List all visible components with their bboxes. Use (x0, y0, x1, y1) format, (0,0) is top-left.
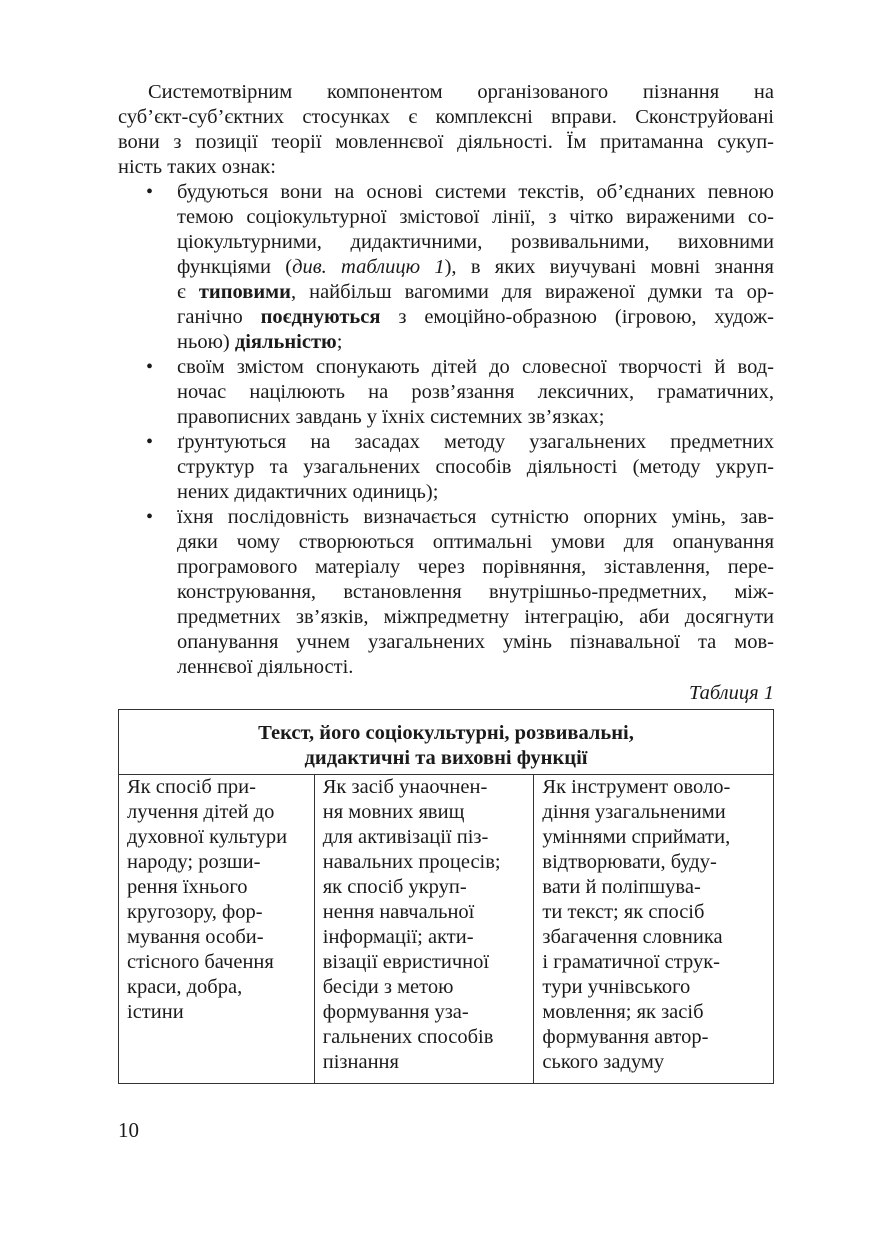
bold-term: типовими (198, 281, 291, 303)
table-caption: Таблиця 1 (688, 682, 774, 704)
bullet-item (118, 505, 774, 680)
text-line: структур та узагальнених способів діяльності (методу укруп- (177, 456, 774, 478)
text-line: правописних завдань у їхніх системних зв’язках; (177, 406, 605, 428)
cell-line: формування уза- (322, 1001, 469, 1023)
cell-line: візації евристичної (322, 951, 490, 973)
page-content (118, 80, 774, 1084)
text-line: ночас націлюють на розв’язання лексичних, граматичних, (177, 381, 774, 403)
page-number: 10 (118, 1118, 139, 1142)
cell-line: народу; розши- (127, 851, 261, 873)
cell-line: діння узагальненими (542, 801, 726, 823)
header-line: дидактичні та виховні функції (304, 747, 588, 769)
cell-line: істини (127, 1001, 184, 1023)
cell-line: Як інструмент оволо- (542, 776, 731, 798)
cell-line: і граматичної струк- (542, 951, 721, 973)
text-line: програмового матеріалу через порівняння, зіставлення, пере- (177, 556, 774, 578)
cell-line: краси, добра, (127, 976, 243, 998)
cell-line: мовлення; як засіб (542, 1001, 704, 1023)
text-line: ньою) діяльністю; (177, 331, 343, 353)
text-line: ціокультурними, дидактичними, розвивальними, виховними (177, 231, 774, 253)
table-header-row (119, 710, 774, 775)
table-cell-col2 (314, 775, 534, 1084)
text-line: їхня послідовність визначається сутністю опорних умінь, зав- (177, 506, 774, 528)
text-line: нених дидактичних одиниць); (177, 481, 439, 503)
text-line: ганічно поєднуються з емоційно-образною (ігровою, худож- (177, 306, 774, 328)
text-line: конструювання, встановлення внутрішньо-предметних, між- (177, 581, 774, 603)
text-line: Системотвірним компонентом організованого пізнання на (148, 81, 774, 103)
text-line: дяки чому створюються оптимальні умови для опанування (177, 531, 774, 553)
table-row (119, 775, 774, 1084)
text-line: опанування учнем узагальнених умінь пізнавальної та мов- (177, 631, 774, 653)
header-line: Текст, його соціокультурні, розвивальні, (258, 722, 634, 744)
cell-line: формування автор- (542, 1026, 709, 1048)
cell-line: ського задуму (542, 1051, 665, 1073)
text-line: вони з позиції теорії мовленнєвої діяльності. Їм притаманна сукуп- (118, 131, 774, 153)
table-cell-col3 (534, 775, 774, 1084)
cell-line: тури учнівського (542, 976, 691, 998)
text-line: леннєвої діяльності. (177, 656, 354, 678)
cell-line: навальних процесів; (322, 851, 501, 873)
cell-line: духовної культури (127, 826, 288, 848)
cell-line: ти текст; як спосіб (542, 901, 705, 923)
cell-line: інформації; акти- (322, 926, 474, 948)
cell-line: пізнання (322, 1051, 399, 1073)
cell-line: рення їхнього (127, 876, 248, 898)
text-line: є типовими, найбільш вагомими для вираженої думки та ор- (177, 281, 774, 303)
bullet-item (118, 430, 774, 505)
cell-line: як спосіб укруп- (322, 876, 467, 898)
text-line: функціями (див. таблицю 1), в яких виучувані мовні знання (177, 256, 774, 278)
bullet-icon: • (146, 506, 154, 528)
text-line: предметних зв’язків, міжпредметну інтеграцію, аби досягнути (177, 606, 774, 628)
cell-line: для активізації піз- (322, 826, 489, 848)
cell-line: збагачення словника (542, 926, 723, 948)
cell-line: Як спосіб при- (127, 776, 256, 798)
text-line: будуються вони на основі системи текстів, об’єднаних певною (177, 181, 774, 203)
cell-line: ня мовних явищ (322, 801, 465, 823)
bullet-icon: • (146, 356, 154, 378)
text-line: ність таких ознак: (118, 156, 276, 178)
text-line: своїм змістом спонукають дітей до словесної творчості й вод- (177, 356, 774, 378)
intro-paragraph (118, 80, 774, 180)
text-line: ґрунтуються на засадах методу узагальнених предметних (177, 431, 774, 453)
cell-line: кругозору, фор- (127, 901, 263, 923)
cell-line: Як засіб унаочнен- (322, 776, 488, 798)
cell-line: відтворювати, буду- (542, 851, 717, 873)
bold-term: діяльністю (234, 331, 337, 353)
cell-line: бесіди з метою (322, 976, 454, 998)
cell-line: стісного бачення (127, 951, 274, 973)
table-header (119, 710, 774, 775)
table-reference: див. таблицю 1 (292, 256, 445, 278)
bullet-icon: • (146, 181, 154, 203)
bullet-item (118, 180, 774, 355)
bullet-item (118, 355, 774, 430)
functions-table (118, 709, 774, 1084)
cell-line: лучення дітей до (127, 801, 275, 823)
cell-line: уміннями сприймати, (542, 826, 731, 848)
cell-line: мування особи- (127, 926, 264, 948)
text-line: суб’єкт-суб’єктних стосунках є комплексні вправи. Сконструйовані (118, 106, 774, 128)
bold-term: поєднуються (260, 306, 381, 328)
cell-line: нення навчальної (322, 901, 475, 923)
table-cell-col1 (119, 775, 315, 1084)
cell-line: вати й поліпшува- (542, 876, 701, 898)
cell-line: гальнених способів (322, 1026, 494, 1048)
text-line: темою соціокультурної змістової лінії, з чітко вираженими со- (177, 206, 774, 228)
bullet-icon: • (146, 431, 154, 453)
